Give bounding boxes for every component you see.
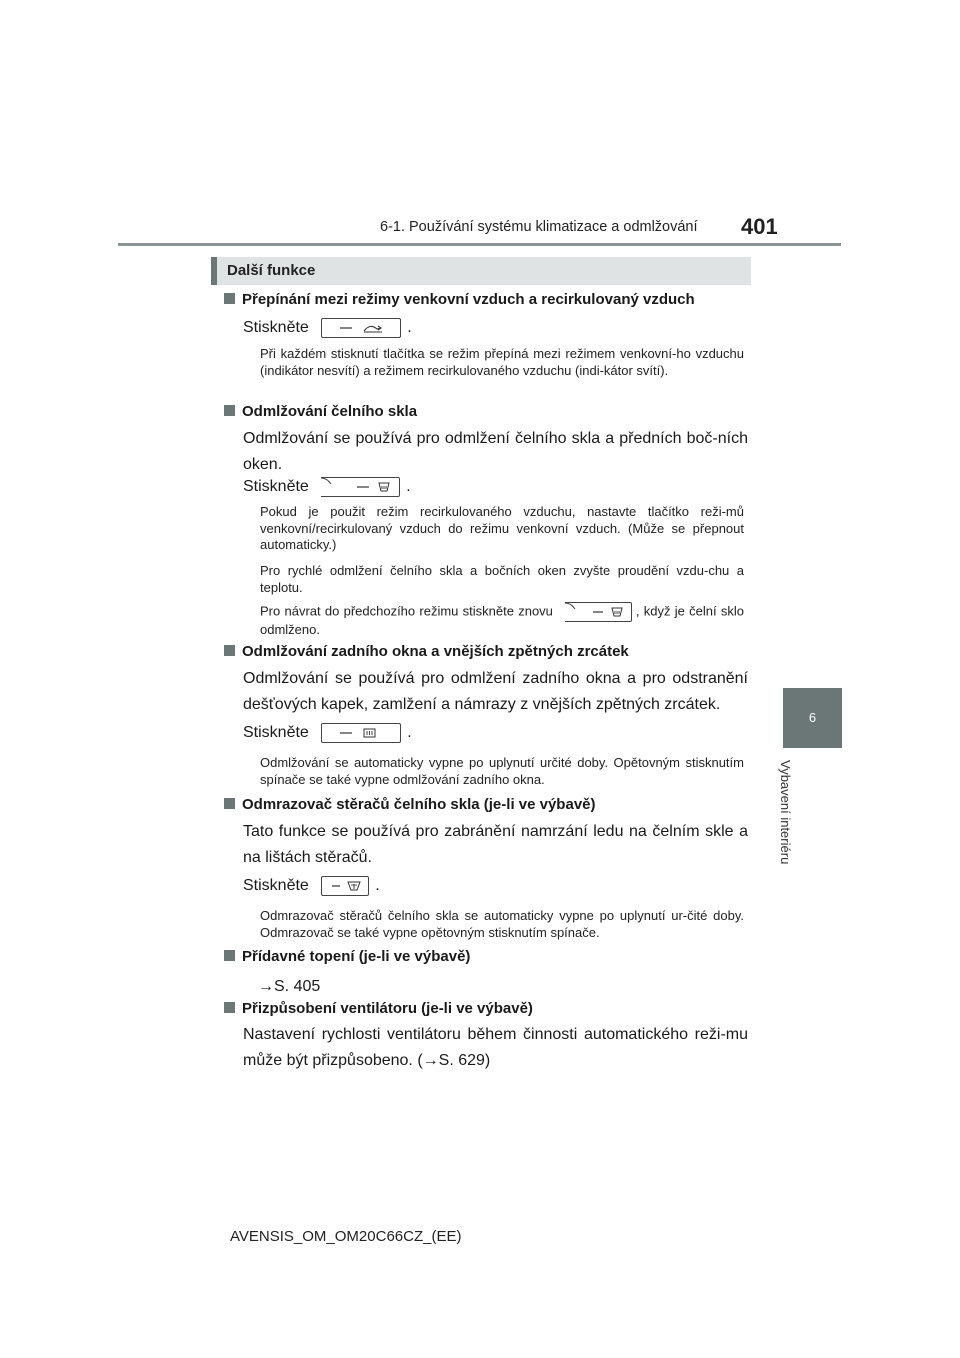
item-note-return [260,602,744,639]
item-heading-rear-defog [224,643,629,660]
heading-text: Přepínání mezi režimy venkovní vzduch a recirkulovaný vzduch [242,291,695,308]
return-note-after: , když je čelní sklo odmlženo. [260,603,744,637]
windshield-defog-icon [321,477,400,497]
heading-text: Odmlžování čelního skla [242,403,418,420]
chapter-number: 6 [808,710,817,725]
press-after: . [407,319,412,337]
item-note: Odmrazovač stěračů čelního skla se automaticky vypne po uplynutí ur-čité doby. Odmrazovač se také vypne opětovným stisknutím spínače. [260,908,744,940]
item-heading-fan-customization [224,1000,533,1017]
press-label: Stiskněte [243,877,309,895]
bullet-square-icon [224,645,235,656]
press-instruction [243,318,412,338]
windshield-defog-icon [565,602,632,622]
heading-text: Přídavné topení (je-li ve výbavě) [242,948,471,965]
recirculation-icon [321,318,401,338]
wiper-deicer-icon [321,876,369,896]
chapter-label-container [775,760,811,880]
press-instruction [243,477,411,497]
page-reference-link[interactable]: →S. 405 [258,978,321,995]
item-note: Při každém stisknutí tlačítka se režim přepíná mezi režimem venkovní-ho vzduchu (indikátor nesvítí) a režimem recirkulovaného vzduchu (indi-kátor svítí). [260,346,744,378]
press-instruction [243,723,412,743]
item-heading-windshield-defog [224,403,417,420]
bullet-square-icon [224,798,235,809]
bullet-square-icon [224,1002,235,1013]
bullet-square-icon [224,293,235,304]
rear-defog-icon [321,723,401,743]
press-label: Stiskněte [243,319,309,337]
bullet-square-icon [224,950,235,961]
return-note-before: Pro návrat do předchozího režimu stiskněte znovu [260,603,553,619]
item-body: Nastavení rychlosti ventilátoru během činnosti automatického reži-mu může být přizpůsobeno. (→S. 629) [243,1026,748,1069]
section-title: Další funkce [227,262,316,279]
chapter-label: Vybavení interiéru [778,760,793,865]
press-label: Stiskněte [243,724,309,742]
bullet-square-icon [224,405,235,416]
item-body: Odmlžování se používá pro odmlžení čelního skla a předních boč-ních oken. [243,430,748,473]
item-heading-wiper-deicer [224,796,596,813]
header-rule [118,243,841,246]
press-instruction [243,876,380,896]
item-heading-auxiliary-heater [224,948,470,965]
section-title-bar [211,257,751,285]
press-after: . [407,724,412,742]
press-label: Stiskněte [243,478,309,496]
heading-text: Přizpůsobení ventilátoru (je-li ve výbavě) [242,1000,533,1017]
header-title: 6-1. Používání systému klimatizace a odmlžování [380,219,698,235]
item-note: Pro rychlé odmlžení čelního skla a bočních oken zvyšte proudění vzdu-chu a teplotu. [260,563,744,595]
item-note: Odmlžování se automaticky vypne po uplynutí určité doby. Opětovným stisknutím spínače se také vypne odmlžování zadního okna. [260,755,744,787]
press-after: . [406,478,411,496]
press-after: . [375,877,380,895]
item-note: Pokud je použit režim recirkulovaného vzduchu, nastavte tlačítko reži-mů venkovní/recirkulovaný vzduch do režimu venkovní vzduch. (Může se přepnout automaticky.) [260,504,744,552]
heading-text: Odmrazovač stěračů čelního skla (je-li ve výbavě) [242,796,596,813]
heading-text: Odmlžování zadního okna a vnějších zpětných zrcátek [242,643,629,660]
chapter-tab [783,688,842,748]
item-heading-recirculation [224,291,695,308]
item-body: Odmlžování se používá pro odmlžení zadního okna a pro odstranění dešťových kapek, zamlžení a námrazy z vnějších zpětných zrcátek. [243,670,748,713]
page-number: 401 [741,214,778,239]
footer-document-code: AVENSIS_OM_OM20C66CZ_(EE) [230,1228,462,1245]
item-body: Tato funkce se používá pro zabránění namrzání ledu na čelním skle a na lištách stěračů. [243,823,748,866]
